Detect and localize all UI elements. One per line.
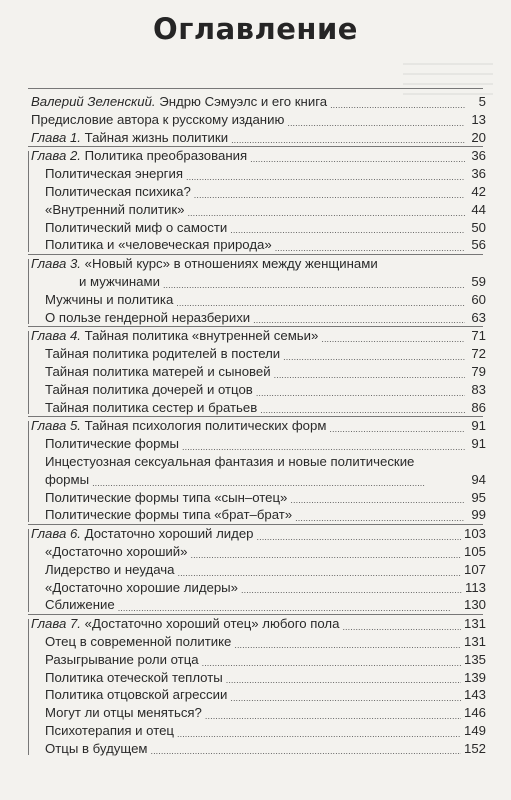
dot-leader [287,111,465,129]
dot-leader [257,525,461,543]
section-entry-label: Политические формы типа «сын–отец» [45,489,288,505]
chapter-number: Глава 4. [31,328,81,344]
section-entry [31,201,486,219]
chapter-heading-label [31,255,381,273]
chapter-heading [31,255,486,273]
page-number: 79 [471,363,486,379]
dot-leader [186,165,465,183]
chapter-title: Тайная психология политических форм [80,418,327,434]
dot-leader [330,93,465,111]
page-number: 149 [463,722,486,738]
section-entry-label: «Внутренний политик» [45,201,185,217]
section-entry [31,345,486,363]
page-number: 56 [471,237,486,253]
section-entry-label: Тайная политика сестер и братьев [45,399,258,415]
section-entry-label: «Достаточно хорошие лидеры» [45,579,238,595]
vertical-rule [28,259,29,324]
section-entry [31,435,486,453]
chapter-block [31,417,486,524]
section-entry [31,633,486,651]
section-entry-label: Политические формы типа «брат–брат» [45,507,293,523]
page-number: 20 [471,129,486,145]
dot-leader [230,686,461,704]
dot-leader [329,417,465,435]
section-entry [31,219,486,237]
dot-leader [230,219,465,237]
page-number: 36 [471,148,486,164]
section-entry-label: Политическая энергия [45,166,183,182]
page-number: 95 [471,489,486,505]
chapter-block [31,525,486,614]
section-entry [31,165,486,183]
dot-leader [342,615,461,633]
dot-leader [177,722,461,740]
section-entry [31,489,486,507]
section-entry [31,543,486,561]
chapter-heading [31,327,486,345]
chapter-heading [31,615,486,633]
page-number: 50 [471,219,486,235]
chapter-title: Эндрю Сэмуэлс и его книга [155,94,328,109]
section-entry-label: Политика отеческой теплоты [45,669,223,685]
chapter-number: Глава 7. [31,616,81,632]
section-entry [31,453,486,471]
section-entry-label: формы [45,471,90,487]
section-entry [31,236,486,254]
vertical-rule [28,331,29,414]
chapter-heading-continued-label: и мужчинами [79,273,160,289]
page-number: 91 [471,418,486,434]
page-number: 146 [463,705,486,721]
dot-leader [381,255,465,273]
dot-leader [231,129,465,147]
section-entry [31,722,486,740]
section-entry-label: Отцы в будущем [45,740,148,756]
dot-leader [253,309,465,327]
section-entry [31,381,486,399]
dot-leader [274,363,465,381]
dot-leader [177,561,461,579]
section-entry-label: Политические формы [45,436,179,452]
dot-leader [417,453,465,471]
dot-leader [250,147,465,165]
vertical-rule [28,421,29,522]
chapters-list [31,146,486,757]
chapter-number: Глава 3. [31,256,81,272]
page-number: 131 [463,633,486,649]
page-number: 42 [471,183,486,199]
section-entry-label: «Достаточно хороший» [45,543,188,559]
dot-leader [256,381,465,399]
chapter-number: Глава 2. [31,148,81,164]
chapter-title: «Новый курс» в отношениях между женщинами [80,256,378,272]
page-number: 135 [463,651,486,667]
dot-leader [190,543,461,561]
dot-leader [234,633,461,651]
toc-entry-label [31,129,231,147]
chapter-number: Глава 1. [31,129,81,145]
page-number: 5 [478,94,486,109]
dot-leader [260,399,465,417]
page-number: 71 [471,328,486,344]
page-number: 113 [464,579,486,595]
vertical-rule [28,151,29,252]
chapter-heading-label [31,525,257,543]
section-entry [31,669,486,687]
page-number: 130 [463,597,486,613]
page-number: 143 [463,687,486,703]
section-entry-label: Отец в современной политике [45,633,232,649]
section-entry [31,363,486,381]
chapter-block [31,147,486,254]
chapter-block [31,327,486,416]
dot-leader [283,345,465,363]
vertical-rule [28,619,29,755]
section-entry [31,596,486,614]
dot-leader [241,579,462,597]
page-number: 86 [471,399,486,415]
section-entry-label: О пользе гендерной неразберихи [45,309,251,325]
chapter-heading [31,147,486,165]
page-number: 60 [471,291,486,307]
dot-leader [226,669,461,687]
page-number: 105 [463,543,486,559]
section-entry [31,740,486,758]
page-number: 107 [463,561,486,577]
dot-leader [92,471,465,489]
section-entry [31,506,486,524]
chapter-title: Достаточно хороший лидер [80,526,254,542]
chapter-title: Тайная жизнь политики [80,129,229,145]
section-entry-label: Разыгрывание роли отца [45,651,199,667]
page-number: 99 [471,507,486,523]
section-entry-label: Тайная политика родителей в постели [45,346,281,362]
section-entry-label: Психотерапия и отец [45,722,174,738]
page-number: 59 [471,273,486,289]
toc-entry-label [31,93,330,111]
dot-leader [321,327,465,345]
dot-leader [118,596,461,614]
chapter-heading-label [31,615,342,633]
dot-leader [182,435,465,453]
section-entry [31,309,486,327]
chapter-title: Предисловие автора к русскому изданию [31,111,285,127]
page-title: Оглавление [153,12,358,46]
dot-leader [290,489,465,507]
section-entry [31,399,486,417]
section-entry [31,561,486,579]
chapter-title: Политика преобразования [80,148,248,164]
dot-leader [202,651,461,669]
dot-leader [205,704,461,722]
page-number: 44 [471,201,486,217]
page-number: 139 [463,669,486,685]
section-entry [31,183,486,201]
page-number: 152 [463,740,486,756]
chapter-number: Глава 6. [31,526,81,542]
page-number: 94 [471,471,486,487]
toc-entry [31,129,486,147]
page-number: 103 [463,526,486,542]
dot-leader [187,201,465,219]
chapter-title: Тайная политика «внутренней семьи» [80,328,319,344]
toc-entry [31,111,486,129]
dot-leader [150,740,461,758]
dot-leader [275,236,465,254]
chapter-heading-label [31,327,321,345]
section-entry-label: Могут ли отцы меняться? [45,705,202,721]
section-entry-label: Тайная политика дочерей и отцов [45,381,253,397]
section-entry-label: Сближение [45,597,115,613]
section-entry-label: Политика и «человеческая природа» [45,237,272,253]
toc-entry [31,93,486,111]
section-entry-label: Тайная политика матерей и сыновей [45,363,271,379]
page-number: 36 [471,166,486,182]
section-entry [31,686,486,704]
section-entry-label: Мужчины и политика [45,291,174,307]
dot-leader [176,291,465,309]
page-number: 83 [471,381,486,397]
section-entry-label: Политика отцовской агрессии [45,687,228,703]
page-number: 131 [463,616,486,632]
chapter-block [31,255,486,326]
page-number: 13 [471,111,486,127]
chapter-number: Валерий Зеленский. [31,94,156,109]
section-entry-label: Инцестуозная сексуальная фантазия и новые политические [45,453,415,469]
dot-leader [295,506,465,524]
section-entry-label: Политический миф о самости [45,219,228,235]
section-entry [31,471,486,489]
chapter-heading-label [31,417,329,435]
page-number: 72 [471,346,486,362]
toc-entry-label [31,111,287,129]
chapter-heading [31,417,486,435]
chapter-heading-continued [31,273,486,291]
dot-leader [163,273,465,291]
chapter-title: «Достаточно хороший отец» любого пола [80,616,340,632]
chapter-number: Глава 5. [31,418,81,434]
section-entry [31,291,486,309]
section-entry [31,579,486,597]
table-of-contents [31,88,486,757]
section-entry-label: Лидерство и неудача [45,561,175,577]
section-entry-label: Политическая психика? [45,183,191,199]
page-number: 63 [471,309,486,325]
front-matter [31,93,486,146]
dot-leader [194,183,465,201]
chapter-block [31,615,486,757]
chapter-heading-label [31,147,250,165]
section-entry [31,651,486,669]
chapter-heading [31,525,486,543]
page-number: 91 [471,436,486,452]
section-entry [31,704,486,722]
vertical-rule [28,529,29,612]
